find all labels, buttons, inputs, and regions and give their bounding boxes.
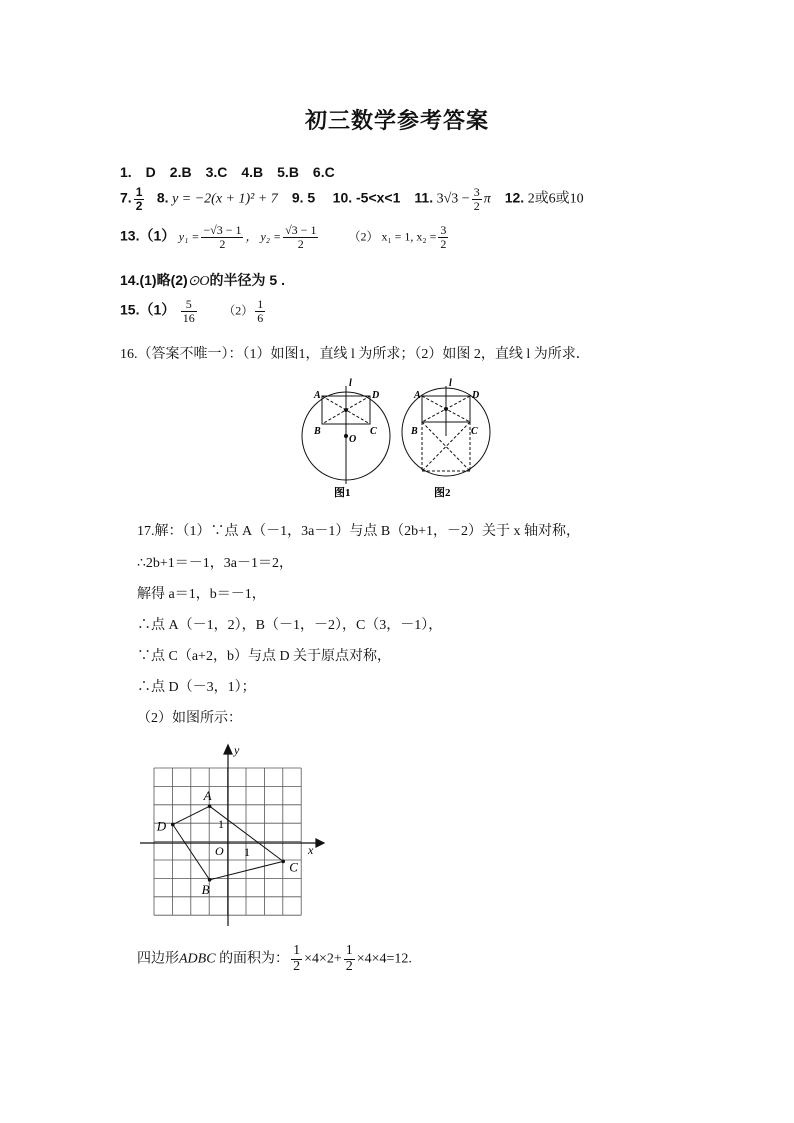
answer-14	[120, 270, 285, 290]
q17-area-line	[137, 944, 412, 974]
origin-label: O	[215, 844, 224, 858]
fig1-center-point	[345, 409, 348, 412]
q11-label: 11.	[414, 189, 434, 206]
q17-line-5: ∵点 C（a+2，b）与点 D 关于原点对称，	[137, 649, 392, 664]
q13-y1-fraction: $\frac{-√3 - 1}{2}$	[203, 223, 242, 251]
q17-line-4: ∴点 A（－1，2），B（－1，－2），C（3，－1），	[137, 618, 443, 633]
area-fraction-1: $\frac{1}{2}$	[293, 943, 301, 974]
fig2-label-c: C	[471, 426, 478, 437]
fig1-label-l: l	[349, 378, 352, 389]
answer-13	[120, 224, 450, 250]
fig2-label-b: B	[411, 426, 418, 437]
q13-y2-lhs: ， y₂ =	[245, 229, 282, 244]
fig2-label-l: l	[449, 378, 452, 389]
q14-circle: ⊙O	[187, 274, 210, 289]
figure-16	[296, 376, 526, 504]
fig2-label-d: D	[472, 390, 480, 401]
unit-x-label: 1	[244, 845, 250, 859]
fig1-label-b: B	[314, 426, 321, 437]
answers-7-12	[120, 186, 584, 212]
q15-fraction-1: $\frac{5}{16}$	[182, 297, 195, 325]
fig2-center-point	[445, 408, 448, 411]
fig2-caption: 图2	[434, 487, 451, 499]
point-label-d: D	[156, 818, 167, 834]
x-axis-label: x	[308, 843, 314, 857]
q17-line-2: ∴2b+1＝－1，3a－1＝2，	[137, 556, 294, 571]
fig1-label-a: A	[314, 390, 321, 401]
q14-part-b: 的半径为 5 .	[209, 272, 285, 288]
q11-expr-b: π	[483, 191, 491, 207]
y-axis-label: y	[234, 743, 240, 757]
area-fraction-2: $\frac{1}{2}$	[345, 943, 353, 974]
q14-part-a: 14.(1)略(2)	[120, 272, 188, 288]
q8-label: 8.	[156, 189, 169, 206]
point-a	[208, 804, 212, 808]
area-text-b: ADBC	[179, 951, 216, 967]
coordinate-grid	[140, 740, 330, 930]
answers-1-6: 1. D 2.B 3.C 4.B 5.B 6.C	[120, 164, 335, 180]
fig2-label-a: A	[414, 390, 421, 401]
point-label-b: B	[201, 881, 210, 897]
q17-line-6: ∴点 D（－3，1）；	[137, 680, 256, 695]
q13-x2-fraction: $\frac{3}{2}$	[440, 223, 447, 251]
q12-answer: 2或6或10	[527, 191, 584, 207]
q9-answer: 9. 5	[291, 189, 316, 206]
q13-y2-fraction: $\frac{√3 - 1}{2}$	[285, 223, 317, 251]
area-text-end: ×4×4=12.	[356, 951, 412, 967]
answer-15	[120, 298, 267, 324]
axes	[140, 745, 324, 926]
q17-line-7: （2）如图所示：	[137, 711, 242, 726]
point-d	[171, 823, 175, 827]
unit-y-label: 1	[218, 817, 224, 831]
q13-y1-lhs: y₁ =	[178, 229, 200, 244]
q13-label: 13.（1）	[120, 227, 176, 244]
fig1-caption: 图1	[334, 487, 351, 499]
q11-fraction: $\frac{3}{2}$	[473, 185, 480, 213]
q12-label: 12.	[504, 189, 525, 206]
fig1-label-c: C	[370, 426, 377, 437]
y-axis-arrow	[224, 745, 232, 754]
page-title: 初三数学参考答案	[304, 108, 489, 133]
q15-fraction-2: $\frac{1}{6}$	[257, 297, 264, 325]
q17-line-3: 解得 a＝1，b＝－1，	[137, 587, 266, 602]
answer-16: 16.（答案不唯一）：（1）如图1，直线 l 为所求；（2）如图 2，直线 l 为所求．	[120, 347, 590, 362]
q8-expression: y = −2(x + 1)² + 7	[172, 191, 278, 207]
q11-expr-a: 3√3 −	[436, 191, 470, 207]
q10-answer: 10. -5<x<1	[332, 189, 401, 206]
area-text-a: 四边形	[137, 951, 179, 967]
q15-label: 15.（1）	[120, 301, 176, 318]
fig1-label-d: D	[372, 390, 380, 401]
point-c	[281, 860, 285, 864]
area-text-c: 的面积为：	[219, 951, 290, 967]
q15-part2-label: （2）	[223, 303, 254, 318]
x-axis-arrow	[316, 839, 324, 847]
fig1-origin-point	[344, 434, 347, 437]
point-label-c: C	[289, 859, 298, 875]
q7-fraction: $\frac{1}{2}$	[135, 185, 143, 213]
q17-line-1: 17.解：（1）∵点 A（－1，3a－1）与点 B（2b+1，－2）关于 x 轴对称，	[137, 524, 581, 539]
point-label-a: A	[203, 788, 212, 804]
area-text-mid: ×4×2+	[304, 951, 342, 967]
q13-part2: （2） x₁ = 1, x₂ =	[348, 229, 437, 244]
q7-label: 7.	[120, 189, 132, 206]
fig1-label-o: O	[349, 434, 357, 445]
